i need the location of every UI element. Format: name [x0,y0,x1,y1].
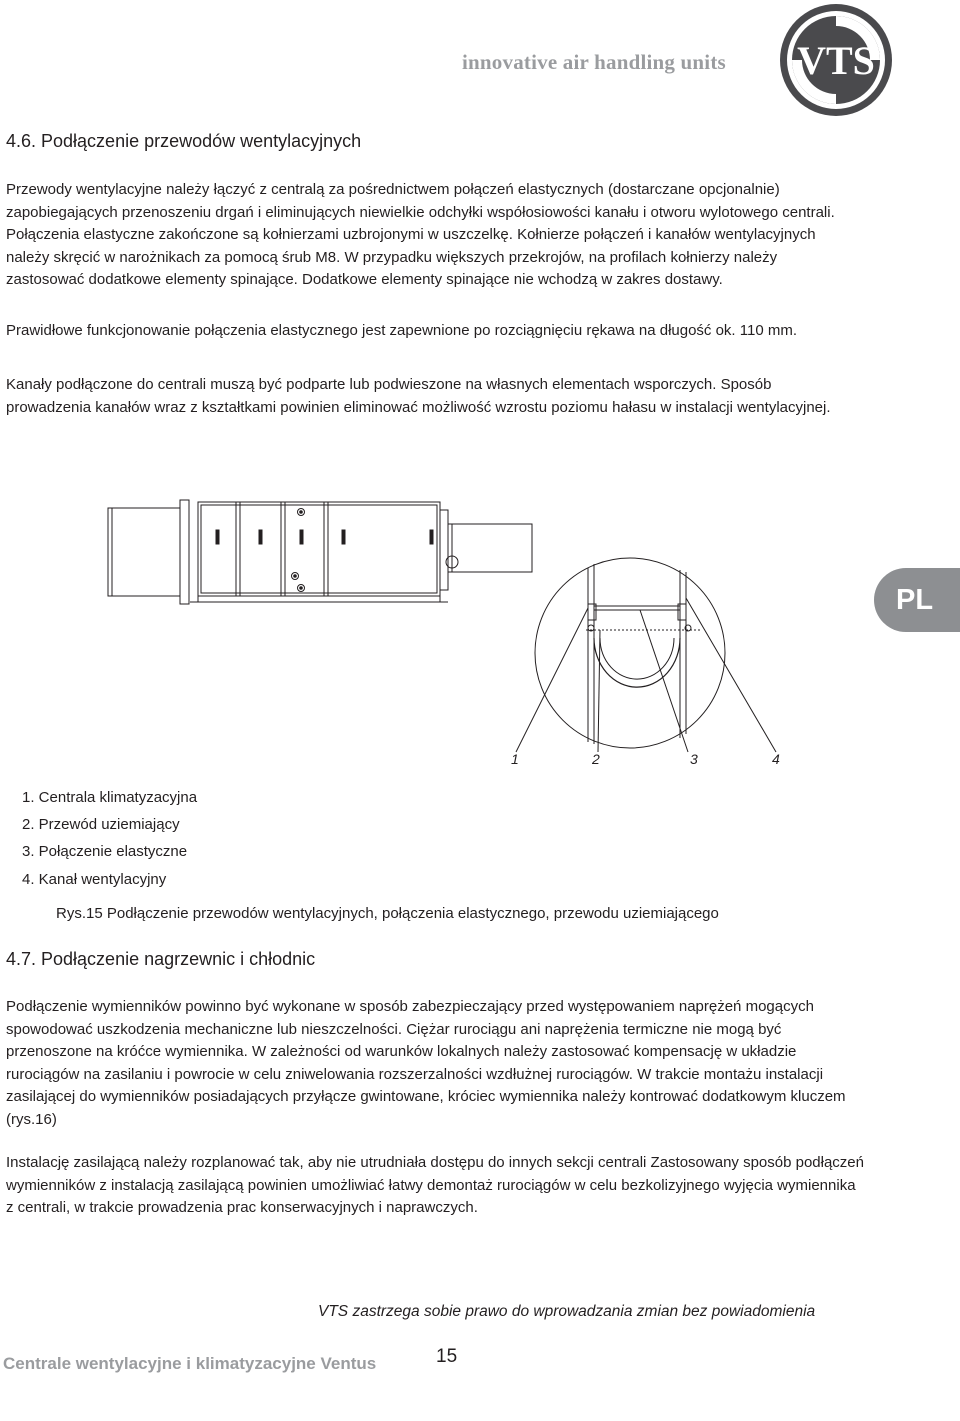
callout-3: 3 [690,751,698,767]
callout-1: 1 [511,751,519,767]
section-4-7-paragraph-1: Podłączenie wymienników powinno być wykonane w sposób zabezpieczający przed występowaniem naprężeń mogących spowodować uszkodzenia mechaniczne lub nieszczelności. Ciężar rurociągu ani naprężenia termiczne nie mogą być przenoszone na króćce wymiennika. W zależności od warunków lokalnych należy zastosować kompensację w układzie rurociągów na zasilaniu i powrocie w celu zniwelowania rozszerzalności wzdłużnej rurociągów. W trakcie montażu instalacji zasilającej do wymienników posiadających przyłącze gwintowane, króciec wymiennika należy kontrować dodatkowym kluczem (rys.16) [6,998,846,1128]
vts-logo [778,2,894,118]
callout-4: 4 [772,751,780,767]
logo-text: VTS [797,38,875,83]
legend-item-4: 4. Kanał wentylacyjny [22,871,167,888]
callout-leaders [516,598,776,752]
page-number: 15 [436,1346,458,1367]
detail-view [535,558,725,748]
section-4-6-paragraph-3: Kanały podłączone do centrali muszą być podparte lub podwieszone na własnych elementach wsporczych. Sposób prowadzenia kanałów wraz z kształtkami powinien eliminować możliwość wzrostu poziomu hałasu w instalacji wentylacyjnej. [6,376,831,416]
header-tagline: innovative air handling units [462,50,726,74]
left-duct [108,500,189,604]
legend-item-3: 3. Połączenie elastyczne [22,843,188,860]
language-tab: PL [874,568,960,632]
section-4-7-title: 4.7. Podłączenie nagrzewnic i chłodnic [6,949,316,969]
legend-item-2: 2. Przewód uziemiający [22,816,180,833]
section-4-6-title: 4.6. Podłączenie przewodów wentylacyjnych [6,131,362,151]
section-4-6-paragraph-2: Prawidłowe funkcjonowanie połączenia elastycznego jest zapewnione po rozciągnięciu rękawa na długość ok. 110 mm. [6,322,798,339]
footer-disclaimer: VTS zastrzega sobie prawo do wprowadzania zmian bez powiadomienia [318,1303,816,1320]
section-4-6-paragraph-1: Przewody wentylacyjne należy łączyć z centralą za pośrednictwem połączeń elastycznych (dostarczane opcjonalnie) zapobiegających przenoszeniu drgań i eliminujących niewielkie odchyłki współosiowości kanału i otworu wylotowego centrali. Połączenia elastyczne zakończone są kołnierzami uzbrojonymi w uszczelkę. Kołnierze połączeń i kanałów wentylacyjnych należy skręcić w narożnikach za pomocą śrub M8. W przypadku większych przekrojów, na profilach kołnierzy należy zastosować dodatkowe elementy spinające. Dodatkowe elementy spinające nie wchodzą w zakres dostawy. [6,181,835,289]
legend-item-1: 1. Centrala klimatyzacyjna [22,789,198,806]
air-handling-unit [190,502,448,602]
right-duct [440,510,532,590]
figure-caption: Rys.15 Podłączenie przewodów wentylacyjnych, połączenia elastycznego, przewodu uziemiającego [56,905,719,922]
section-4-7-paragraph-2: Instalację zasilającą należy rozplanować tak, aby nie utrudniała dostępu do innych sekcji centrali Zastosowany sposób podłączeń wymienników z instalacją zasilającą powinien umożliwiać łatwy demontaż rurociągów w celu bezkolizyjnego wyjęcia wymiennika z centrali, w trakcie prowadzenia prac konserwacyjnych i naprawczych. [6,1154,864,1217]
footer-title: Centrale wentylacyjne i klimatyzacyjne Ventus [3,1354,377,1373]
duct-connection-drawing [100,498,800,798]
callout-2: 2 [592,751,600,767]
